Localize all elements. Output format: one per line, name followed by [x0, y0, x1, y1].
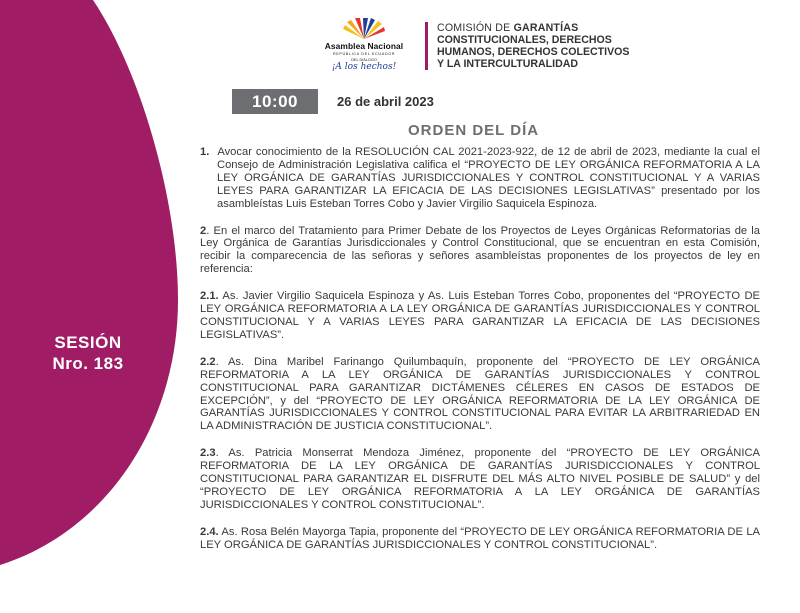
commission-line-4: Y LA INTERCULTURALIDAD	[437, 58, 579, 70]
item-number: 2.1.	[200, 290, 219, 303]
commission-line-1	[437, 22, 629, 34]
item-text: . As. Patricia Monserrat Mendoza Jiménez, proponente del “PROYECTO DE LEY ORGÁNICA REFORMATORIA DE LA LEY ORGÁNICA DE GARANTÍAS JURISDICCIONALES Y CONTROL CONSTITUCIONAL PARA GARANTIZAR EL DISFRUTE DEL MÁS ALTO NIVEL POSIBLE DE SALUD” y del “PROYECTO DE LEY ORGÁNICA REFORMATORIA A LA LEY ORGÁNICA DE GARANTÍAS JURISDICCIONALES Y CONTROL CONSTITUCIONAL”.	[200, 447, 760, 511]
item-number: 2.2	[200, 355, 216, 368]
agenda-item-2-2	[200, 356, 760, 433]
agenda-item-2	[200, 225, 760, 277]
item-number: 1.	[200, 146, 210, 158]
session-label: SESIÓN	[54, 333, 122, 352]
sun-emblem-icon	[337, 18, 391, 40]
logo-name: Asamblea Nacional	[324, 41, 404, 51]
commission-title	[437, 22, 629, 70]
logo-slogan: ¡A los hechos!	[331, 62, 397, 72]
commission-line-2: CONSTITUCIONALES, DERECHOS	[437, 34, 612, 46]
agenda-item-1	[200, 146, 760, 211]
agenda-item-2-3	[200, 447, 760, 512]
session-number: Nro. 183	[52, 354, 124, 373]
commission-line-3: HUMANOS, DERECHOS COLECTIVOS	[437, 46, 630, 58]
time-badge: 10:00	[232, 89, 318, 114]
item-number: 2.3	[200, 447, 216, 460]
item-text: As. Rosa Belén Mayorga Tapia, proponente del “PROYECTO DE LEY ORGÁNICA REFORMATORIA DE LA LEY ORGÁNICA DE GARANTÍAS JURISDICCIONALES Y CONTROL CONSTITUCIONAL”.	[200, 525, 760, 551]
assembly-logo	[314, 18, 414, 72]
agenda-list	[200, 146, 760, 566]
item-text: Avocar conocimiento de la RESOLUCIÓN CAL 2021-2023-922, de 12 de abril de 2023, mediante la cual el Consejo de Administración Legislativa califica el “PROYECTO DE LEY ORGÁNICA REFORMATORIA A LA LEY ORGÁNICA DE GARANTÍAS JURISDICCIONALES Y CONTROL CONSTITUCIONAL Y A VARIAS LEYES PARA GARANTIZAR LA EFICACIA DE LAS DECISIONES LEGISLATIVAS” presentado por los asambleístas Luis Esteban Torres Cobo y Javier Virgilio Saquicela Espinoza.	[217, 146, 760, 210]
item-number: 2	[200, 224, 207, 237]
session-date: 26 de abril 2023	[337, 94, 434, 109]
commission-line-1-prefix: COMISIÓN DE	[437, 22, 511, 34]
item-text: As. Javier Virgilio Saquicela Espinoza y As. Luis Esteban Torres Cobo, proponentes del “PROYECTO DE LEY ORGÁNICA REFORMATORIA A LA LEY ORGÁNICA DE GARANTÍAS JURISDICCIONALES Y CONTROL CONSTITUCIONAL Y A VARIAS LEYES PARA GARANTIZAR LA EFICACIA DE LAS DECISIONES LEGISLATIVAS”.	[200, 290, 760, 341]
sidebar-shape	[0, 0, 180, 613]
item-text: . En el marco del Tratamiento para Primer Debate de los Proyectos de Leyes Orgánicas Reformatorias de la Ley Orgánica de Garantías Jurisdiccionales y Control Constitucional, que se encuentran en esta Comisión, recibir la comparecencia de las señoras y señores asambleístas proponentes de los proyectos de ley en referencia:	[200, 224, 760, 276]
agenda-heading: ORDEN DEL DÍA	[408, 122, 540, 139]
item-number: 2.4.	[200, 525, 219, 538]
item-text: . As. Dina Maribel Farinango Quilumbaquín, proponente del “PROYECTO DE LEY ORGÁNICA REFORMATORIA A LA LEY ORGÁNICA DE GARANTÍAS JURISDICCIONALES Y CONTROL CONSTITUCIONAL PARA GARANTIZAR DICTÁMENES CÉLERES EN CASOS DE ESTADOS DE EXCEPCIÓN”, y del “PROYECTO DE LEY ORGÁNICA REFORMATORIA DE LA LEY ORGÁNICA DE GARANTÍAS JURISDICCIONALES Y CONTROL CONSTITUCIONAL PARA EVITAR LA ARBITRARIEDAD EN LA ADMINISTRACIÓN DE JUSTICIA CONSTITUCIONAL”.	[200, 355, 760, 433]
logo-small-text: DEL DIÁLOGO	[351, 58, 377, 62]
agenda-item-2-4	[200, 526, 760, 552]
logo-subtitle: REPÚBLICA DEL ECUADOR	[332, 52, 396, 56]
agenda-item-2-1	[200, 290, 760, 342]
header-divider	[425, 22, 428, 70]
session-label-block	[0, 332, 176, 374]
commission-line-1-bold: GARANTÍAS	[513, 22, 579, 34]
